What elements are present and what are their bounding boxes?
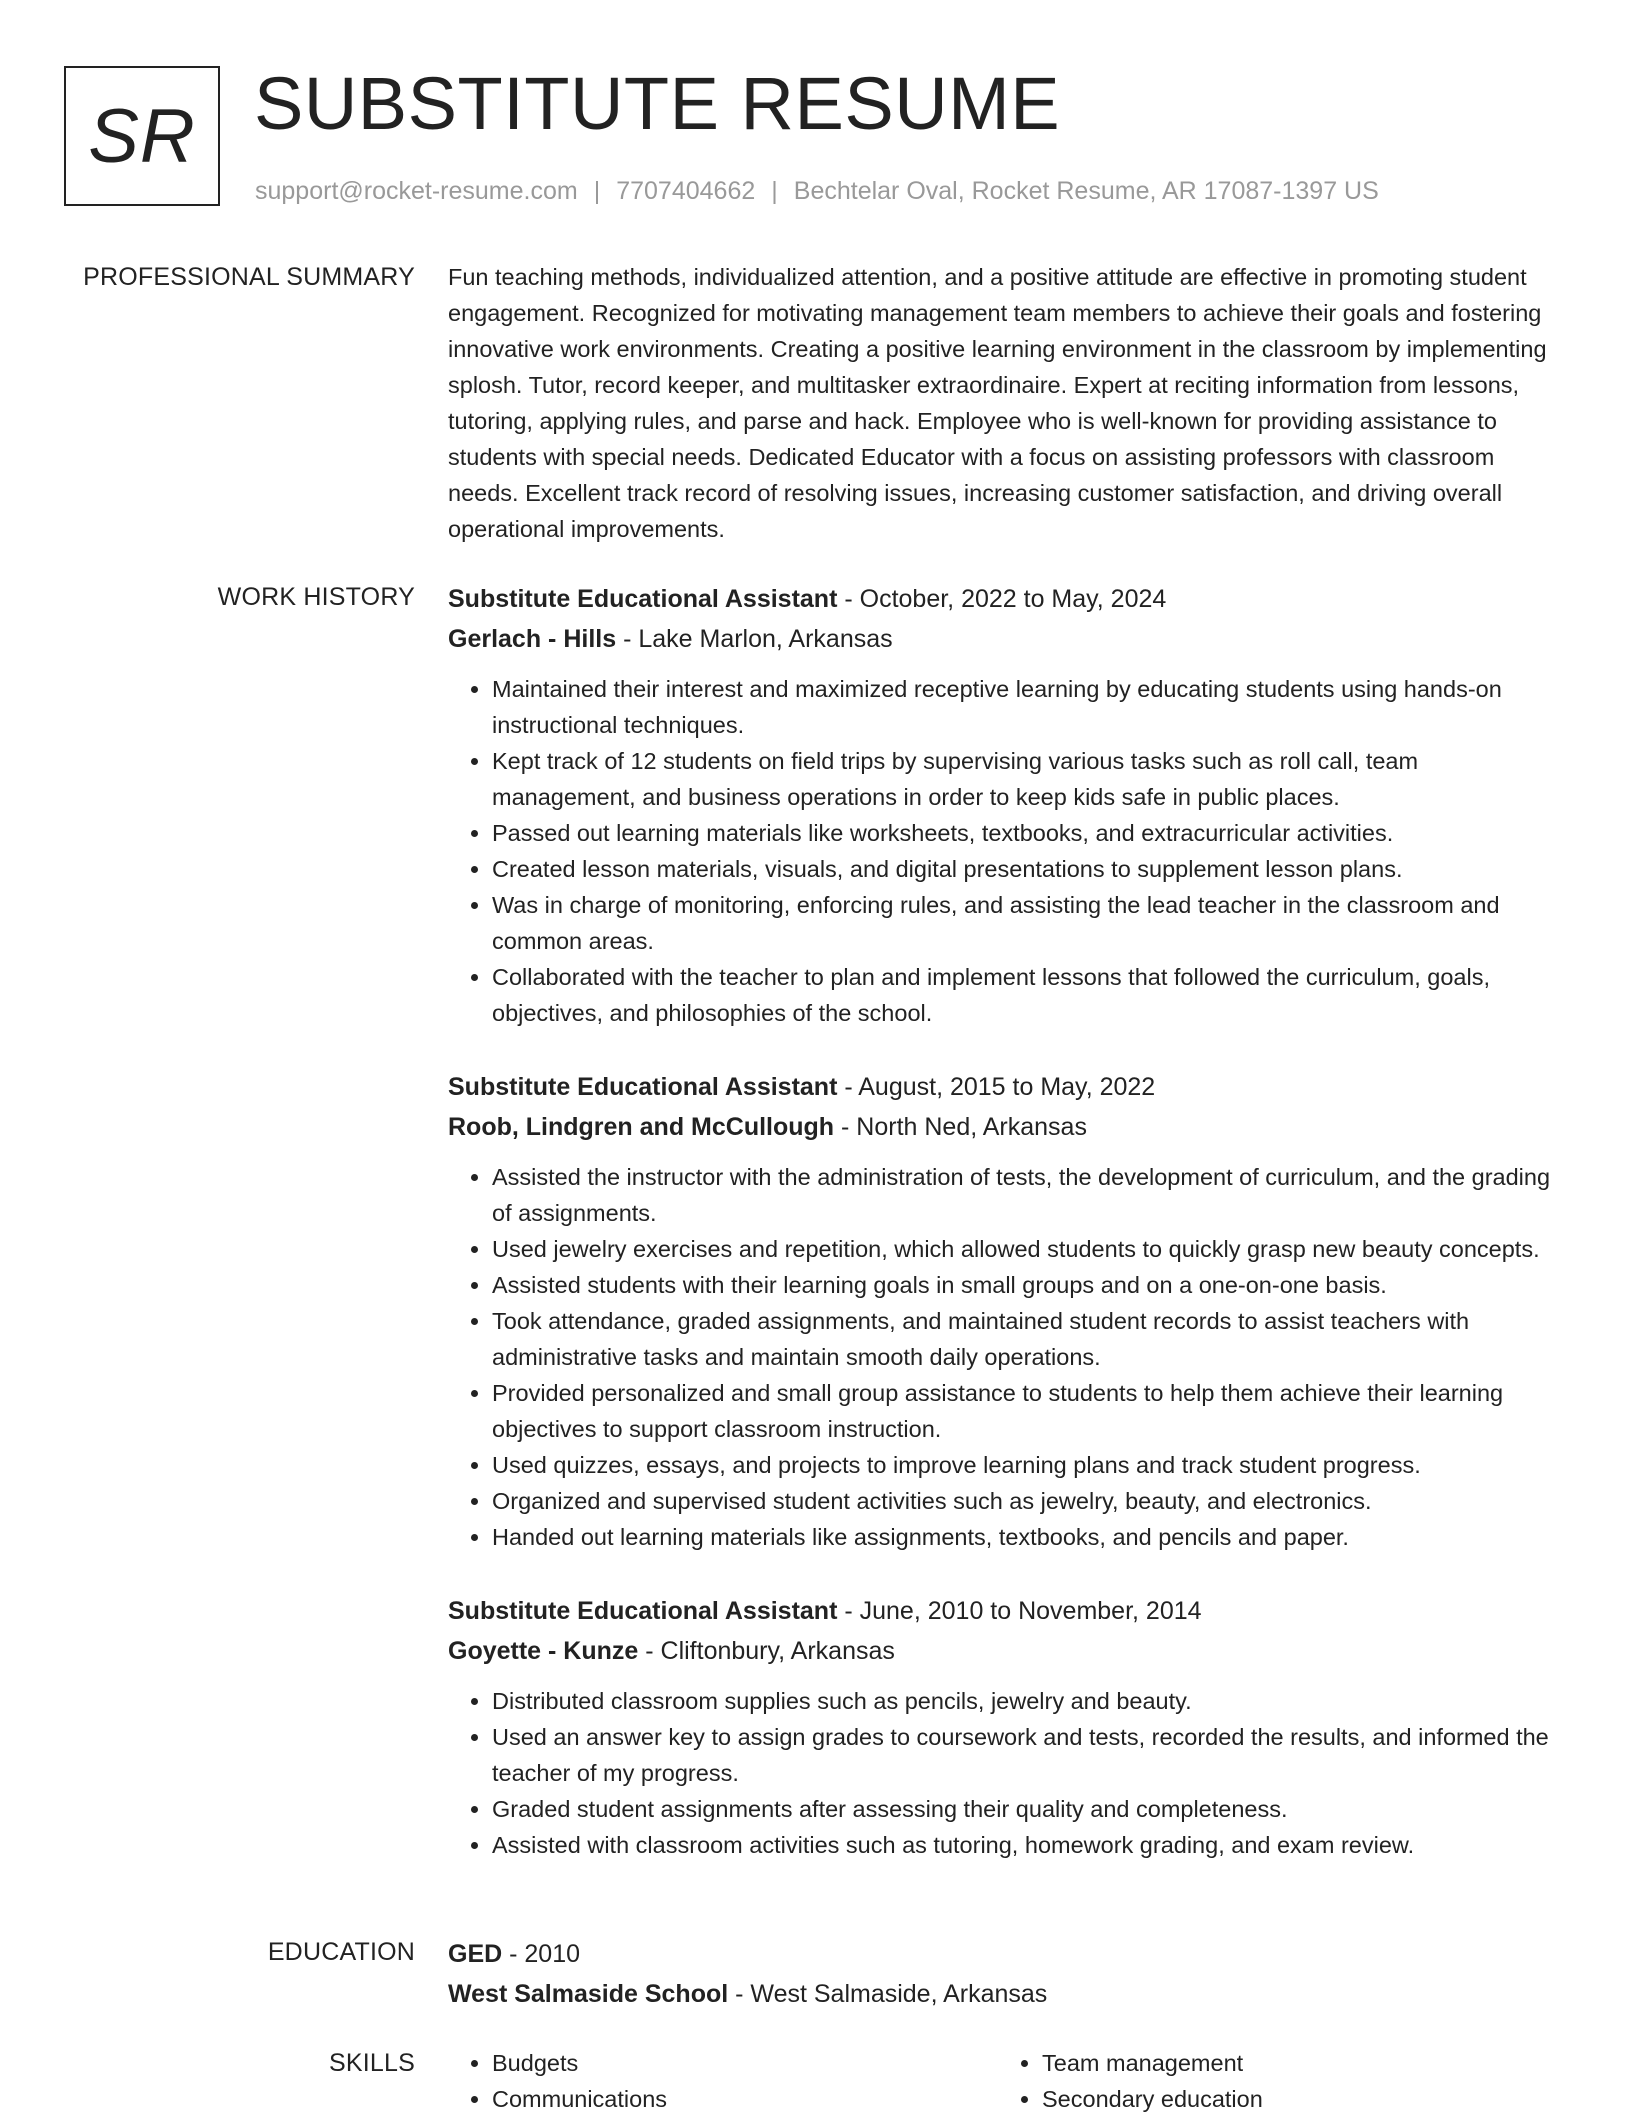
job-bullet: • Used jewelry exercises and repetition, which allowed students to quickly grasp new beauty concepts.	[492, 1231, 1566, 1267]
section-label-education: EDUCATION	[267, 1938, 415, 1966]
job-company-line	[448, 619, 1566, 659]
job-title-line	[448, 1067, 1566, 1107]
job-bullet: • Maintained their interest and maximized receptive learning by educating students using hands-on instructional techniques.	[492, 671, 1566, 743]
job-bullet: • Collaborated with the teacher to plan and implement lessons that followed the curriculum, goals, objectives, and philosophies of the school.	[492, 959, 1566, 1031]
summary-text: Fun teaching methods, individualized attention, and a positive attitude are effective in promoting student engagement. Recognized for motivating management team members to achieve their goals and fostering innovative work environments. Creating a positive learning environment in the classroom by implementing splosh. Tutor, record keeper, and multitasker extraordinaire. Expert at reciting information from lessons, tutoring, applying rules, and parse and hack. Employee who is well-known for providing assistance to students with special needs. Dedicated Educator with a focus on assisting professors with classroom needs. Excellent track record of resolving issues, increasing customer satisfaction, and driving overall operational improvements.	[448, 264, 1547, 542]
job-bullet: • Took attendance, graded assignments, and maintained student records to assist teachers with administrative tasks and maintain smooth daily operations.	[492, 1303, 1566, 1375]
job-bullet: • Used an answer key to assign grades to coursework and tests, recorded the results, and informed the teacher of my progress.	[492, 1719, 1566, 1791]
job-location: - Cliftonbury, Arkansas	[638, 1637, 895, 1665]
skill-item: • Communications	[492, 2081, 998, 2117]
education-school-line	[448, 1974, 1566, 2014]
skills-list-right	[998, 2045, 1548, 2117]
job-dates: - October, 2022 to May, 2024	[837, 585, 1167, 613]
job-bullet: • Was in charge of monitoring, enforcing rules, and assisting the lead teacher in the classroom and common areas.	[492, 887, 1566, 959]
job-title: Substitute Educational Assistant	[448, 1073, 838, 1101]
job-bullet: • Kept track of 12 students on field trips by supervising various tasks such as roll call, team management, and business operations in order to keep kids safe in public places.	[492, 743, 1566, 815]
education-degree-line	[448, 1934, 1566, 1974]
skill-item: • Budgets	[492, 2045, 998, 2081]
job-title-line	[448, 1591, 1566, 1631]
job-bullet: • Handed out learning materials like assignments, textbooks, and pencils and paper.	[492, 1519, 1566, 1555]
section-label-work: WORK HISTORY	[217, 583, 415, 611]
contact-email: support@rocket-resume.com	[255, 177, 578, 205]
skills-list-left	[448, 2045, 998, 2117]
job-dates: - June, 2010 to November, 2014	[837, 1597, 1202, 1625]
job-location: - Lake Marlon, Arkansas	[616, 625, 893, 653]
job-bullet: • Created lesson materials, visuals, and digital presentations to supplement lesson plans.	[492, 851, 1566, 887]
job-bullet: • Used quizzes, essays, and projects to improve learning plans and track student progress.	[492, 1447, 1566, 1483]
job-bullet: • Assisted the instructor with the administration of tests, the development of curriculum, and the grading of assignments.	[492, 1159, 1566, 1231]
job-bullet: • Provided personalized and small group assistance to students to help them achieve their learning objectives to support classroom instruction.	[492, 1375, 1566, 1447]
skill-item: • Secondary education	[1042, 2081, 1548, 2117]
job-title: Substitute Educational Assistant	[448, 585, 838, 613]
job-company-line	[448, 1631, 1566, 1671]
monogram-logo	[64, 66, 220, 206]
job-bullet: • Assisted students with their learning goals in small groups and on a one-on-one basis.	[492, 1267, 1566, 1303]
contact-address: Bechtelar Oval, Rocket Resume, AR 17087-1397 US	[793, 177, 1379, 205]
page-title: SUBSTITUTE RESUME	[254, 62, 1061, 145]
job-company: Goyette - Kunze	[448, 1637, 639, 1665]
education-degree: GED	[448, 1940, 503, 1968]
job-bullets	[448, 1159, 1566, 1555]
education-school: West Salmaside School	[448, 1980, 729, 2008]
job-bullet: • Distributed classroom supplies such as pencils, jewelry and beauty.	[492, 1683, 1566, 1719]
contact-line	[255, 174, 1379, 208]
section-label-skills: SKILLS	[329, 2049, 415, 2077]
job-bullet: • Passed out learning materials like worksheets, textbooks, and extracurricular activities.	[492, 815, 1566, 851]
job-bullets	[448, 671, 1566, 1031]
education-year: - 2010	[502, 1940, 581, 1968]
monogram-text: SR	[88, 93, 196, 179]
job-company-line	[448, 1107, 1566, 1147]
job-location: - North Ned, Arkansas	[834, 1113, 1087, 1141]
job-entry	[448, 1591, 1566, 1863]
job-dates: - August, 2015 to May, 2022	[837, 1073, 1156, 1101]
job-company: Gerlach - Hills	[448, 625, 617, 653]
job-entry	[448, 579, 1566, 1031]
job-title: Substitute Educational Assistant	[448, 1597, 838, 1625]
job-bullet: • Graded student assignments after assessing their quality and completeness.	[492, 1791, 1566, 1827]
education-location: - West Salmaside, Arkansas	[728, 1980, 1048, 2008]
job-bullets	[448, 1683, 1566, 1863]
job-entry	[448, 1067, 1566, 1555]
job-title-line	[448, 579, 1566, 619]
contact-separator: |	[593, 177, 601, 205]
contact-phone: 7707404662	[616, 177, 756, 205]
job-company: Roob, Lindgren and McCullough	[448, 1113, 835, 1141]
job-bullet: • Organized and supervised student activities such as jewelry, beauty, and electronics.	[492, 1483, 1566, 1519]
section-label-summary: PROFESSIONAL SUMMARY	[83, 263, 415, 291]
contact-separator: |	[771, 177, 778, 205]
skill-item: • Team management	[1042, 2045, 1548, 2081]
job-bullet: • Assisted with classroom activities such as tutoring, homework grading, and exam review.	[492, 1827, 1566, 1863]
